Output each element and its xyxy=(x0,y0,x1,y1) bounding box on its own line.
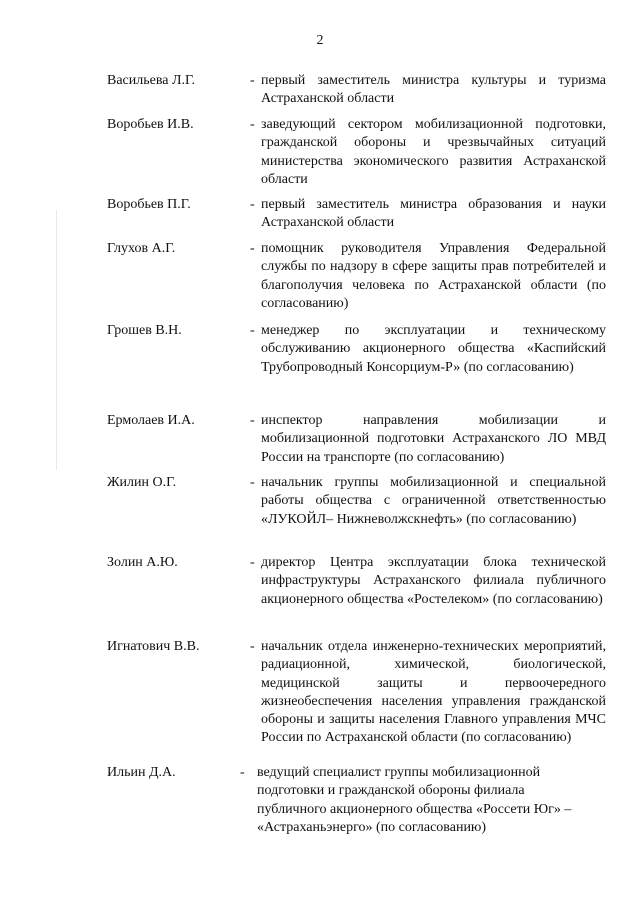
dash-separator: - xyxy=(250,117,255,132)
person-position: начальник отдела инженерно-технических мероприятий, радиационной, химической, биологической, медицинской защиты и первоочередного жизнеобеспечения населения управления гражданской обороны и защиты населения Главного управления МЧС России по Астраханской области (по согласованию) xyxy=(261,639,606,746)
person-position: директор Центра эксплуатации блока технической инфраструктуры Астраханского филиала публичного акционерного общества «Ростелеком» (по согласованию) xyxy=(261,555,606,607)
person-name: Воробьев И.В. xyxy=(107,117,194,132)
person-position: помощник руководителя Управления Федеральной службы по надзору в сфере защиты прав потребителей и благополучия человека по Астраханской области (по согласованию) xyxy=(261,241,606,311)
person-position: первый заместитель министра культуры и туризма Астраханской области xyxy=(261,73,606,107)
person-name: Золин А.Ю. xyxy=(107,555,178,570)
person-position: инспектор направления мобилизации и мобилизационной подготовки Астраханского ЛО МВД России на транспорте (по согласованию) xyxy=(261,413,606,465)
dash-separator: - xyxy=(240,765,245,780)
dash-separator: - xyxy=(250,197,255,212)
dash-separator: - xyxy=(250,241,255,256)
dash-separator: - xyxy=(250,323,255,338)
person-name: Жилин О.Г. xyxy=(107,475,177,490)
person-position: первый заместитель министра образования и науки Астраханской области xyxy=(261,197,606,231)
dash-separator: - xyxy=(250,73,255,88)
person-position: ведущий специалист группы мобилизационной подготовки и гражданской обороны филиала публичного акционерного общества «Россети Юг» – «Астраханьэнерго» (по согласованию) xyxy=(257,765,572,835)
person-name: Ермолаев И.А. xyxy=(107,413,195,428)
person-name: Игнатович В.В. xyxy=(107,639,200,654)
person-position: менеджер по эксплуатации и техническому обслуживанию акционерного общества «Каспийский Трубопроводный Консорциум-Р» (по согласованию) xyxy=(261,323,606,375)
dash-separator: - xyxy=(250,475,255,490)
person-position: заведующий сектором мобилизационной подготовки, гражданской обороны и чрезвычайных ситуаций министерства экономического развития Астраханской области xyxy=(261,117,606,187)
person-position: начальник группы мобилизационной и специальной работы общества с ограниченной ответственностью «ЛУКОЙЛ– Нижневолжскнефть» (по согласованию) xyxy=(261,475,606,527)
dash-separator: - xyxy=(250,555,255,570)
dash-separator: - xyxy=(250,639,255,654)
person-name: Грошев В.Н. xyxy=(107,323,182,338)
person-name: Ильин Д.А. xyxy=(107,765,176,780)
person-name: Воробьев П.Г. xyxy=(107,197,191,212)
scan-margin-mark xyxy=(56,210,57,470)
dash-separator: - xyxy=(250,413,255,428)
person-name: Васильева Л.Г. xyxy=(107,73,195,88)
page-number: 2 xyxy=(316,33,324,48)
person-name: Глухов А.Г. xyxy=(107,241,176,256)
